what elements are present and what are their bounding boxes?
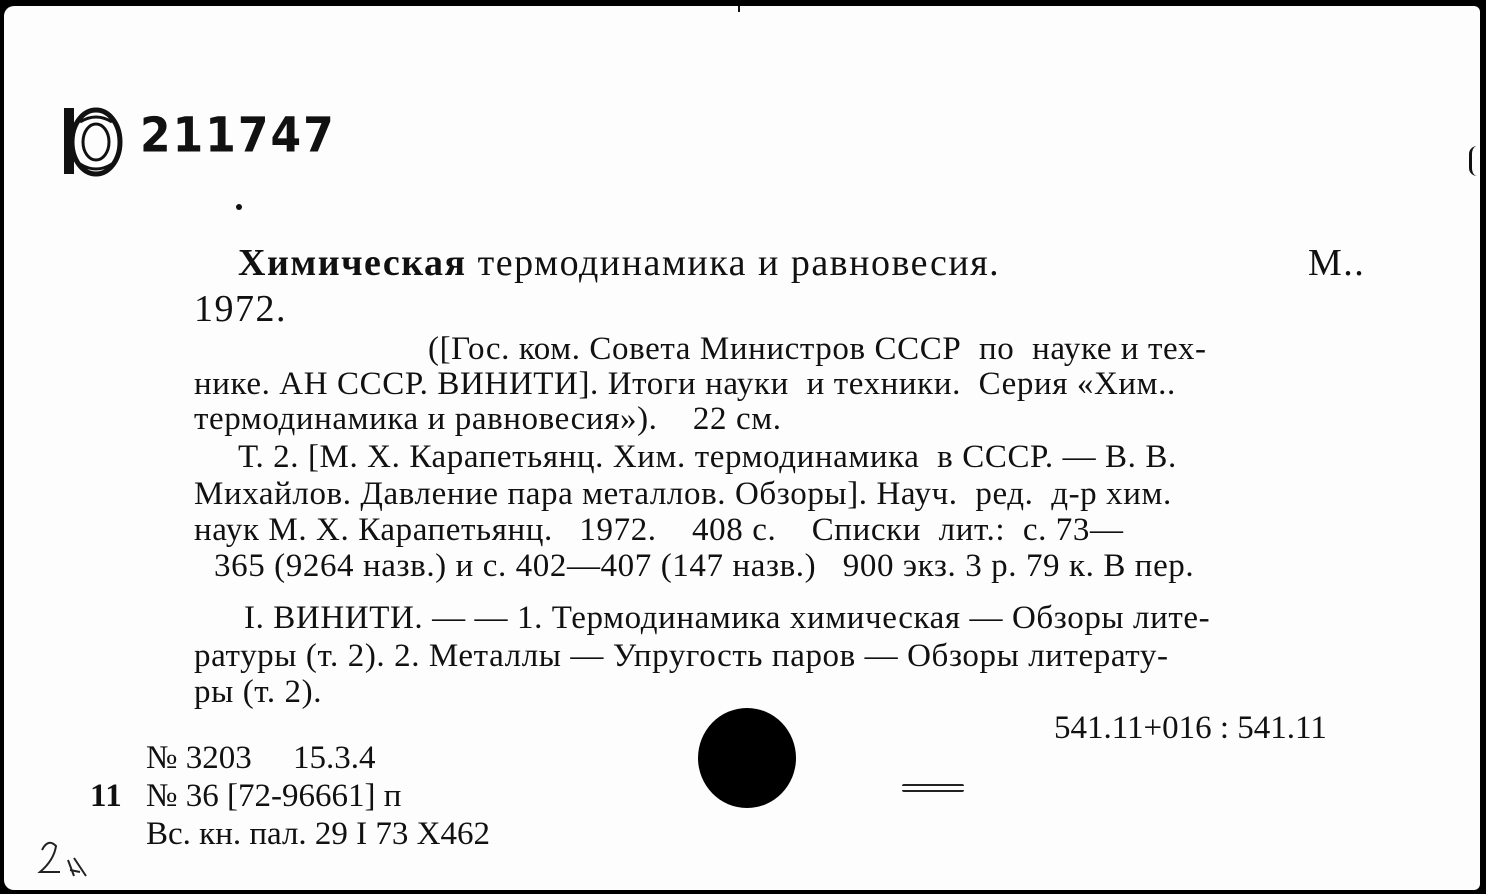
pencil-dash bbox=[902, 784, 964, 792]
card-title bbox=[238, 244, 1000, 282]
volume-line-1: Т. 2. [М. Х. Карапетьянц. Хим. термодинамика в СССР. — В. В. bbox=[238, 439, 1177, 475]
series-line-1: ([Гос. ком. Совета Министров СССР по науке и тех- bbox=[428, 331, 1207, 367]
edge-mark bbox=[1469, 146, 1480, 176]
publication-place: М.. bbox=[1308, 242, 1366, 284]
ink-dot bbox=[236, 204, 242, 210]
title-rest: термодинамика и равновесия. bbox=[477, 242, 1001, 284]
udc-code: 541.11+016 : 541.11 bbox=[1054, 710, 1327, 746]
accession-number: 211747 bbox=[140, 107, 336, 164]
subject-line-3: ры (т. 2). bbox=[194, 674, 323, 710]
punch-hole bbox=[698, 708, 796, 808]
publication-year: 1972. bbox=[194, 288, 287, 330]
series-line-3: термодинамика и равновесия»). 22 см. bbox=[194, 401, 782, 437]
volume-line-2: Михайлов. Давление пара металлов. Обзоры]. Науч. ред. д-р хим. bbox=[194, 476, 1172, 512]
footer-prefix: 11 bbox=[90, 778, 123, 814]
library-stamp-icon bbox=[60, 102, 126, 180]
catalog-card bbox=[4, 6, 1480, 890]
title-keyword: Химическая bbox=[238, 242, 467, 284]
top-edge-mark bbox=[738, 6, 740, 12]
subject-line-1: I. ВИНИТИ. — — 1. Термодинамика химическая — Обзоры лите- bbox=[244, 600, 1211, 636]
footer-line-3: Вс. кн. пал. 29 I 73 Х462 bbox=[146, 816, 490, 852]
volume-line-4: 365 (9264 назв.) и с. 402—407 (147 назв.) 900 экз. 3 р. 79 к. В пер. bbox=[214, 548, 1195, 584]
series-line-2: нике. АН СССР. ВИНИТИ]. Итоги науки и техники. Серия «Хим.. bbox=[194, 366, 1176, 402]
footer-line-1: № 3203 15.3.4 bbox=[146, 740, 376, 776]
footer-line-2: № 36 [72-96661] п bbox=[146, 778, 402, 814]
volume-line-3: наук М. Х. Карапетьянц. 1972. 408 с. Списки лит.: с. 73— bbox=[194, 512, 1124, 548]
handwritten-mark bbox=[34, 832, 94, 882]
subject-line-2: ратуры (т. 2). 2. Металлы — Упругость паров — Обзоры литерату- bbox=[194, 638, 1169, 674]
